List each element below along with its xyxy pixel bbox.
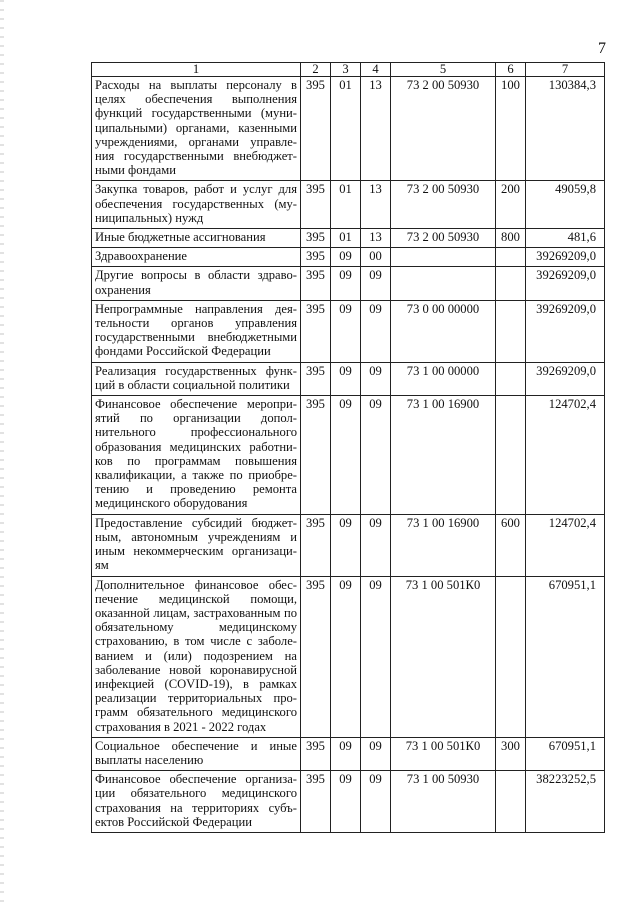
row-section-cell: 01	[331, 181, 361, 229]
row-expense-type-cell	[496, 267, 526, 300]
row-code-cell: 395	[301, 771, 331, 833]
header-col-1: 1	[92, 63, 301, 77]
row-subsection-cell: 09	[361, 362, 391, 395]
table-row	[92, 771, 605, 833]
row-section-cell: 09	[331, 396, 361, 515]
table-row	[92, 576, 605, 737]
row-section-cell: 09	[331, 771, 361, 833]
row-amount-cell: 49059,8	[526, 181, 605, 229]
table-row	[92, 267, 605, 300]
table-row	[92, 362, 605, 395]
row-subsection-cell: 09	[361, 576, 391, 737]
row-name-cell: Предоставление субсидий бюджет-ным, автономным учреждениям и иным некоммерческим организаци-ям	[92, 514, 301, 576]
row-amount-cell: 130384,3	[526, 77, 605, 181]
row-name-cell: Дополнительное финансовое обес-печение медицинской помощи, оказанной лицам, застрахованным по обязательному медицинскому страхованию, в том числе с заболе-ванием и (или) подозрением на заболевание новой коронавирусной инфекцией (COVID-19), в рамках реализации территориальных про-грамм обязательного медицинского страхования в 2021 - 2022 годах	[92, 576, 301, 737]
row-section-cell: 09	[331, 576, 361, 737]
row-name-cell: Иные бюджетные ассигнования	[92, 229, 301, 248]
row-expense-type-cell	[496, 771, 526, 833]
row-subsection-cell: 13	[361, 77, 391, 181]
table-row	[92, 300, 605, 362]
row-code-cell: 395	[301, 737, 331, 770]
table-row	[92, 737, 605, 770]
row-section-cell: 09	[331, 514, 361, 576]
row-subsection-cell: 09	[361, 737, 391, 770]
row-expense-type-cell: 100	[496, 77, 526, 181]
row-amount-cell: 39269209,0	[526, 362, 605, 395]
row-code-cell: 395	[301, 514, 331, 576]
header-row	[92, 63, 605, 77]
row-expense-type-cell	[496, 396, 526, 515]
header-col-7: 7	[526, 63, 605, 77]
row-section-cell: 09	[331, 362, 361, 395]
row-section-cell: 09	[331, 737, 361, 770]
table-row	[92, 77, 605, 181]
row-amount-cell: 39269209,0	[526, 300, 605, 362]
row-amount-cell: 481,6	[526, 229, 605, 248]
row-expense-type-cell	[496, 300, 526, 362]
row-subsection-cell: 09	[361, 514, 391, 576]
row-amount-cell: 38223252,5	[526, 771, 605, 833]
row-subsection-cell: 13	[361, 229, 391, 248]
budget-table	[91, 62, 605, 833]
row-target-article-cell	[391, 248, 496, 267]
table-row	[92, 248, 605, 267]
row-target-article-cell: 73 2 00 50930	[391, 229, 496, 248]
row-section-cell: 01	[331, 229, 361, 248]
row-subsection-cell: 00	[361, 248, 391, 267]
row-target-article-cell: 73 1 00 16900	[391, 396, 496, 515]
row-code-cell: 395	[301, 77, 331, 181]
row-code-cell: 395	[301, 181, 331, 229]
row-section-cell: 01	[331, 77, 361, 181]
row-amount-cell: 39269209,0	[526, 267, 605, 300]
row-subsection-cell: 09	[361, 396, 391, 515]
row-expense-type-cell	[496, 362, 526, 395]
row-name-cell: Закупка товаров, работ и услуг для обеспечения государственных (му-ниципальных) нужд	[92, 181, 301, 229]
row-name-cell: Здравоохранение	[92, 248, 301, 267]
row-name-cell: Финансовое обеспечение организа-ции обязательного медицинского страхования на территориях субъ-ектов Российской Федерации	[92, 771, 301, 833]
row-subsection-cell: 09	[361, 267, 391, 300]
row-expense-type-cell: 200	[496, 181, 526, 229]
row-target-article-cell: 73 2 00 50930	[391, 77, 496, 181]
row-name-cell: Финансовое обеспечение меропри-ятий по организации допол-нительного профессионального образования медицинских работни-ков по программам повышения квалификации, а также по приобре-тению и проведению ремонта медицинского оборудования	[92, 396, 301, 515]
row-target-article-cell: 73 2 00 50930	[391, 181, 496, 229]
table-row	[92, 514, 605, 576]
header-col-2: 2	[301, 63, 331, 77]
row-name-cell: Расходы на выплаты персоналу в целях обеспечения выполнения функций государственными (муни-ципальными) органами, казенными учреждениями, органами управле-ния государственными внебюджет-ными фондами	[92, 77, 301, 181]
row-target-article-cell: 73 1 00 50930	[391, 771, 496, 833]
row-name-cell: Реализация государственных функ-ций в области социальной политики	[92, 362, 301, 395]
row-amount-cell: 670951,1	[526, 737, 605, 770]
row-target-article-cell: 73 1 00 16900	[391, 514, 496, 576]
row-target-article-cell	[391, 267, 496, 300]
row-target-article-cell: 73 1 00 501К0	[391, 737, 496, 770]
row-section-cell: 09	[331, 248, 361, 267]
row-section-cell: 09	[331, 267, 361, 300]
row-code-cell: 395	[301, 396, 331, 515]
page-number: 7	[598, 40, 606, 57]
scan-edge-marks	[0, 0, 4, 902]
row-amount-cell: 670951,1	[526, 576, 605, 737]
header-col-5: 5	[391, 63, 496, 77]
row-subsection-cell: 09	[361, 300, 391, 362]
row-amount-cell: 39269209,0	[526, 248, 605, 267]
header-col-3: 3	[331, 63, 361, 77]
row-code-cell: 395	[301, 576, 331, 737]
table-row	[92, 396, 605, 515]
row-amount-cell: 124702,4	[526, 514, 605, 576]
row-code-cell: 395	[301, 248, 331, 267]
header-col-6: 6	[496, 63, 526, 77]
row-expense-type-cell: 300	[496, 737, 526, 770]
row-name-cell: Непрограммные направления дея-тельности органов управления государственными внебюджетными фондами Российской Федерации	[92, 300, 301, 362]
row-expense-type-cell	[496, 248, 526, 267]
row-code-cell: 395	[301, 300, 331, 362]
row-code-cell: 395	[301, 267, 331, 300]
row-name-cell: Другие вопросы в области здраво-охранения	[92, 267, 301, 300]
row-subsection-cell: 09	[361, 771, 391, 833]
table-row	[92, 229, 605, 248]
row-expense-type-cell: 600	[496, 514, 526, 576]
row-target-article-cell: 73 1 00 00000	[391, 362, 496, 395]
row-amount-cell: 124702,4	[526, 396, 605, 515]
row-expense-type-cell: 800	[496, 229, 526, 248]
row-target-article-cell: 73 0 00 00000	[391, 300, 496, 362]
row-name-cell: Социальное обеспечение и иные выплаты населению	[92, 737, 301, 770]
row-section-cell: 09	[331, 300, 361, 362]
budget-table-body	[92, 63, 605, 833]
header-col-4: 4	[361, 63, 391, 77]
row-target-article-cell: 73 1 00 501К0	[391, 576, 496, 737]
table-row	[92, 181, 605, 229]
row-code-cell: 395	[301, 362, 331, 395]
row-code-cell: 395	[301, 229, 331, 248]
row-subsection-cell: 13	[361, 181, 391, 229]
row-expense-type-cell	[496, 576, 526, 737]
